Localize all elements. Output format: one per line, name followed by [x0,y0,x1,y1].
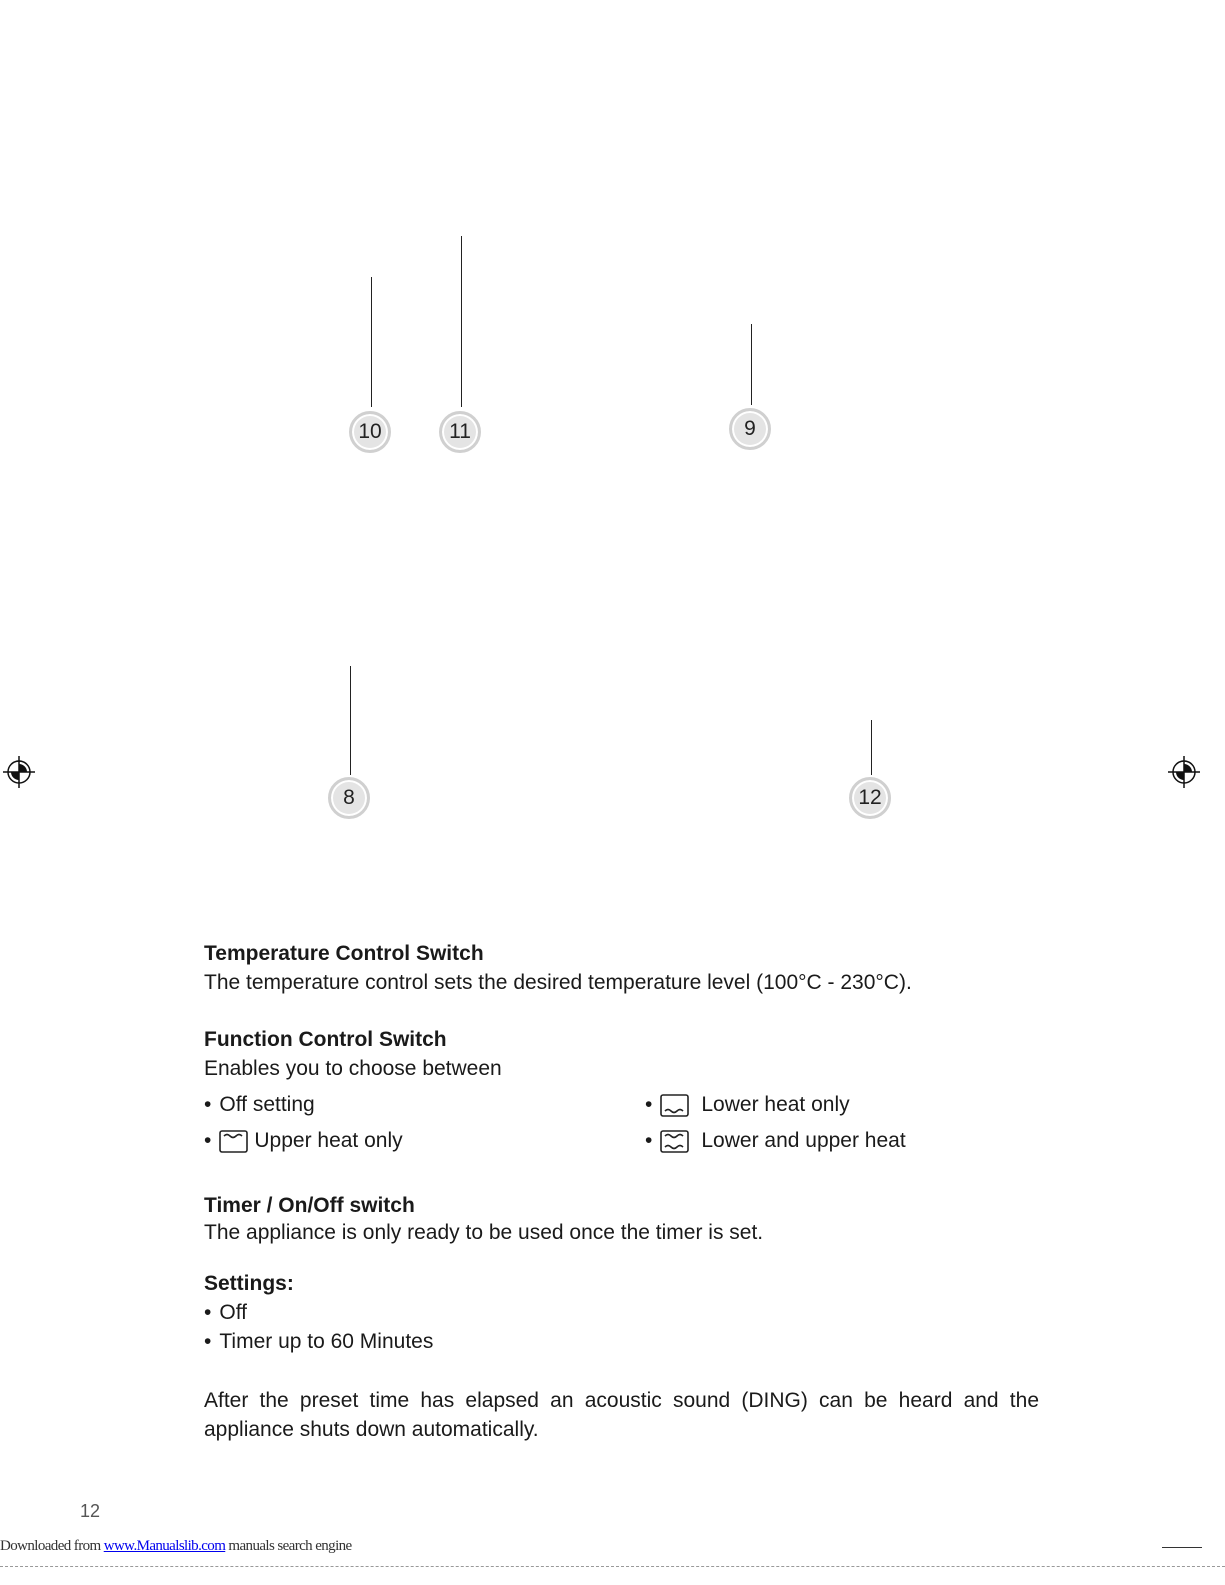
leader-line-12 [871,720,872,775]
timer-description: The appliance is only ready to be used once the timer is set. [204,1221,764,1244]
leader-line-8 [350,666,351,775]
bullet-dot: • [204,1330,212,1353]
bullet-dot: • [204,1129,212,1152]
shutdown-paragraph: After the preset time has elapsed an acoustic sound (DING) can be heard and the appliance shuts down automatically. [204,1389,1039,1441]
callout-12: 12 [849,777,891,819]
callout-8: 8 [328,777,370,819]
function-option-lower-heat [645,1093,850,1117]
option-label: Lower heat only [701,1093,850,1116]
function-option-upper-heat [204,1129,403,1153]
footer-divider [0,1566,1225,1567]
bullet-dot: • [204,1093,212,1116]
upper-heat-icon [219,1130,248,1153]
option-label: Off setting [219,1093,315,1116]
leader-line-9 [751,324,752,405]
bullet-dot: • [645,1093,653,1116]
lower-heat-icon [660,1094,689,1117]
function-heading: Function Control Switch [204,1028,447,1051]
page-number: 12 [80,1501,101,1521]
callout-10: 10 [349,411,391,453]
registration-mark-icon [1168,756,1200,788]
option-label: Lower and upper heat [701,1129,906,1152]
download-footer [0,1538,352,1555]
bullet-dot: • [645,1129,653,1152]
settings-item-label: Timer up to 60 Minutes [219,1330,434,1353]
bullet-dot: • [204,1301,212,1324]
timer-heading: Timer / On/Off switch [204,1194,415,1217]
settings-item-off [204,1301,247,1325]
function-option-off [204,1093,315,1117]
registration-mark-icon [3,756,35,788]
function-option-lower-upper-heat [645,1129,906,1153]
temperature-heading: Temperature Control Switch [204,942,484,965]
callout-11: 11 [439,411,481,453]
leader-line-11 [461,236,462,407]
footer-suffix: manuals search engine [225,1538,352,1554]
option-label: Upper heat only [254,1129,403,1152]
manualslib-link[interactable]: www.Manualslib.com [103,1538,226,1554]
leader-line-10 [371,277,372,407]
function-intro: Enables you to choose between [204,1057,502,1080]
temperature-description: The temperature control sets the desired temperature level (100°C - 230°C). [204,971,912,994]
settings-item-timer [204,1330,433,1354]
footer-prefix: Downloaded from [0,1538,104,1554]
settings-heading: Settings: [204,1272,294,1295]
settings-item-label: Off [219,1301,247,1324]
callout-9: 9 [729,408,771,450]
crop-mark [1162,1547,1202,1548]
lower-upper-heat-icon [660,1130,689,1153]
